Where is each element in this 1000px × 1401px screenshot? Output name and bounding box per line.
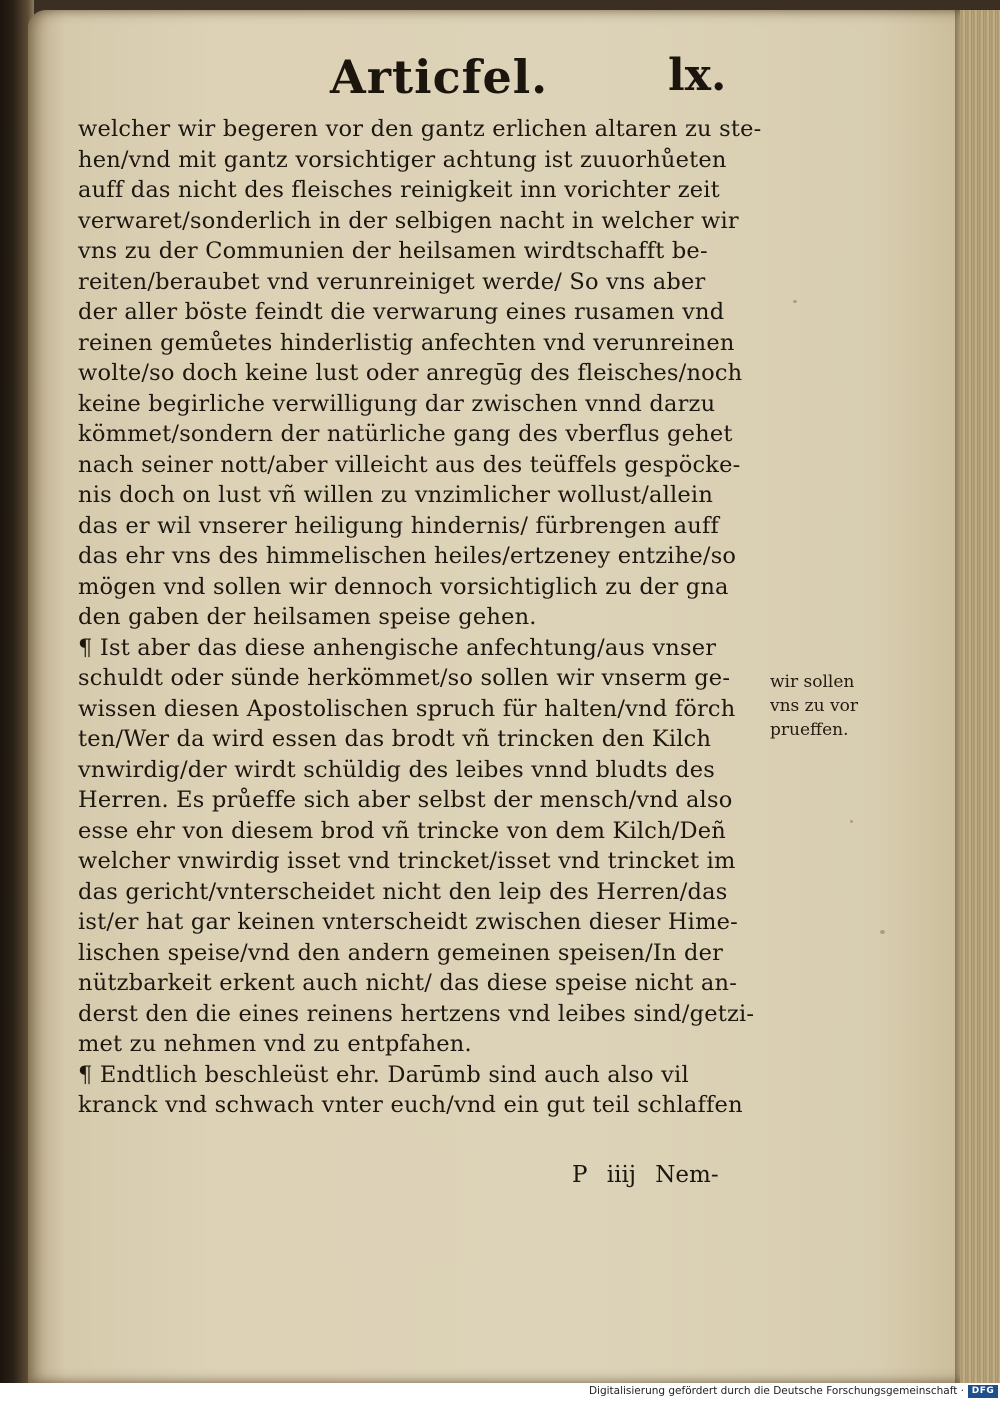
text-line: reinen gemůetes hinderlistig anfechten vnd verunreinen <box>78 329 735 356</box>
text-line: met zu nehmen vnd zu entpfahen. <box>78 1031 472 1057</box>
text-line: kömmet/sondern der natürliche gang des vberflus gehet <box>78 421 733 447</box>
text-line: kranck vnd schwach vnter euch/vnd ein gut teil schlaffen <box>78 1092 743 1118</box>
folio-number: lx. <box>668 50 727 101</box>
text-line: nützbarkeit erkent auch nicht/ das diese speise nicht an- <box>78 970 737 996</box>
text-line: mögen vnd sollen wir dennoch vorsichtiglich zu der gna <box>78 573 729 600</box>
text-line: wissen diesen Apostolischen spruch für halten/vnd förch <box>78 695 736 722</box>
text-line: vns zu der Communien der heilsamen wirdtschafft be- <box>78 238 708 264</box>
ink-speck <box>850 820 853 823</box>
text-line: lischen speise/vnd den andern gemeinen speisen/In der <box>78 939 724 966</box>
text-line: esse ehr von diesem brod vñ trincke von dem Kilch/Deñ <box>78 817 726 844</box>
text-line: das gericht/vnterscheidet nicht den leip des Herren/das <box>78 878 728 905</box>
funding-credit: Digitalisierung gefördert durch die Deutsche Forschungsgemeinschaft · <box>588 1385 964 1397</box>
text-line: den gaben der heilsamen speise gehen. <box>78 604 537 630</box>
text-line: welcher wir begeren vor den gantz erlichen altaren zu ste- <box>78 116 762 142</box>
text-line: der aller böste feindt die verwarung eines rusamen vnd <box>78 299 725 325</box>
marginal-note-line: wir sollen <box>770 672 855 692</box>
signature-catchword: P iiij Nem- <box>572 1162 719 1188</box>
page-stack-edge <box>960 10 1000 1383</box>
text-line: nach seiner nott/aber villeicht aus des teüffels gespöcke- <box>78 451 741 478</box>
text-line: das ehr vns des himmelischen heiles/ertzeney entzihe/so <box>78 543 737 569</box>
text-line: das er wil vnserer heiligung hindernis/ fürbrengen auff <box>78 512 719 539</box>
text-line: derst den die eines reinens hertzens vnd leibes sind/getzi- <box>78 1000 755 1027</box>
text-line: vnwirdig/der wirdt schüldig des leibes vnnd bludts des <box>78 756 715 783</box>
body-text-block <box>78 114 778 1121</box>
footer-bar <box>0 1383 1000 1401</box>
text-line: ten/Wer da wird essen das brodt vñ trincken den Kilch <box>78 726 712 752</box>
ink-speck <box>880 930 885 934</box>
text-line: ¶ Ist aber das diese anhengische anfechtung/aus vnser <box>78 634 717 661</box>
text-line: welcher vnwirdig isset vnd trincket/isset vnd trincket im <box>78 848 736 874</box>
running-head: Articfel. <box>330 50 549 104</box>
text-line: keine begirliche verwilligung dar zwischen vnnd darzu <box>78 390 716 417</box>
text-line: reiten/beraubet vnd verunreiniget werde/ So vns aber <box>78 268 706 295</box>
text-line: schuldt oder sünde herkömmet/so sollen wir vnserm ge- <box>78 665 731 691</box>
text-line: auff das nicht des fleisches reinigkeit inn vorichter zeit <box>78 177 720 203</box>
text-line: ist/er hat gar keinen vnterscheidt zwischen dieser Hime- <box>78 909 738 935</box>
marginal-note-line: prueffen. <box>770 720 849 740</box>
text-line: wolte/so doch keine lust oder anregūg des fleisches/noch <box>78 360 743 386</box>
ink-speck <box>793 300 797 303</box>
marginal-note <box>770 670 910 742</box>
dfg-logo: DFG <box>968 1385 998 1398</box>
text-line: Herren. Es průeffe sich aber selbst der mensch/vnd also <box>78 787 733 813</box>
text-line: ¶ Endtlich beschleüst ehr. Darūmb sind auch also vil <box>78 1061 689 1088</box>
marginal-note-line: vns zu vor <box>770 696 858 716</box>
text-line: nis doch on lust vñ willen zu vnzimlicher wollust/allein <box>78 482 714 508</box>
text-line: hen/vnd mit gantz vorsichtiger achtung ist zuuorhůeten <box>78 146 727 173</box>
text-line: verwaret/sonderlich in der selbigen nacht in welcher wir <box>78 207 739 234</box>
